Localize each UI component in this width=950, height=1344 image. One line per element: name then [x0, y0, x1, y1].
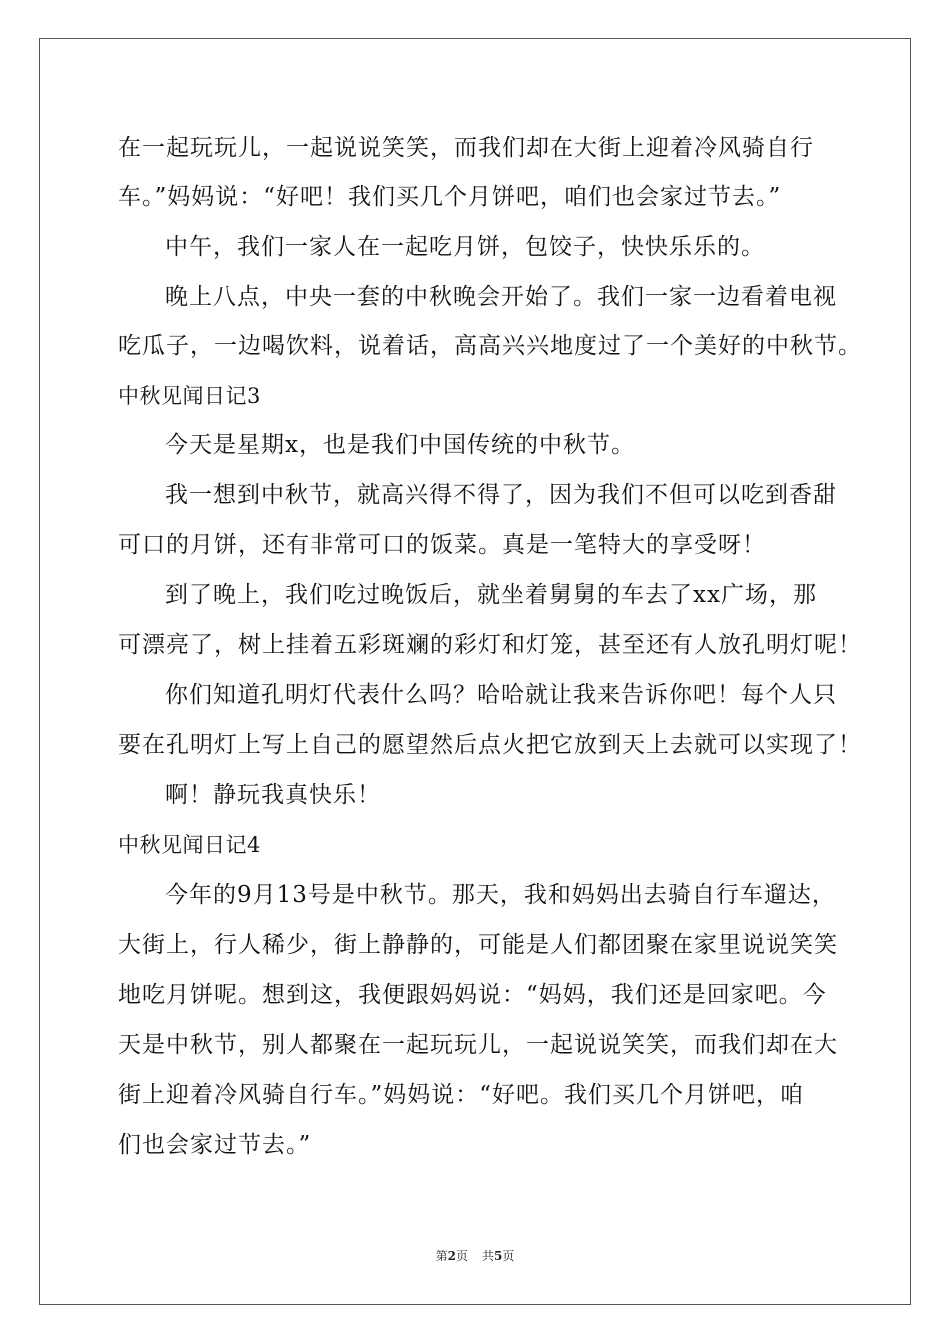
text-line: 可漂亮了，树上挂着五彩斑斓的彩灯和灯笼，甚至还有人放孔明灯呢！: [118, 632, 862, 658]
text-line: 大街上，行人稀少，街上静静的，可能是人们都团聚在家里说说笑笑: [118, 932, 838, 958]
text-line: 车。”妈妈说：“好吧！我们买几个月饼吧，咱们也会家过节去。”: [118, 184, 782, 210]
page-suffix: 页: [455, 1249, 468, 1263]
section-heading: 中秋见闻日记4: [118, 833, 261, 857]
text-line: 今天是星期x，也是我们中国传统的中秋节。: [165, 432, 635, 458]
total-prefix: 共: [482, 1249, 495, 1263]
text-line: 在一起玩玩儿，一起说说笑笑，而我们却在大街上迎着冷风骑自行: [118, 135, 814, 161]
section-heading: 中秋见闻日记3: [118, 384, 261, 408]
total-suffix: 页: [502, 1249, 515, 1263]
text-line: 中午，我们一家人在一起吃月饼，包饺子，快快乐乐的。: [165, 234, 765, 260]
page-footer: [0, 1248, 950, 1264]
text-line: 今年的9月13号是中秋节。那天，我和妈妈出去骑自行车遛达，: [165, 882, 836, 908]
text-line: 可口的月饼，还有非常可口的饭菜。真是一笔特大的享受呀！: [118, 532, 766, 558]
text-line: 你们知道孔明灯代表什么吗？哈哈就让我来告诉你吧！每个人只: [165, 682, 837, 708]
text-line: 晚上八点，中央一套的中秋晚会开始了。我们一家一边看着电视: [165, 284, 837, 310]
text-line: 们也会家过节去。”: [118, 1132, 312, 1158]
text-line: 啊！静玩我真快乐！: [165, 782, 381, 808]
page-prefix: 第: [435, 1249, 448, 1263]
text-line: 地吃月饼呢。想到这，我便跟妈妈说：“妈妈，我们还是回家吧。今: [118, 982, 827, 1008]
text-line: 到了晚上，我们吃过晚饭后，就坐着舅舅的车去了xx广场，那: [165, 582, 817, 608]
text-line: 街上迎着冷风骑自行车。”妈妈说：“好吧。我们买几个月饼吧，咱: [118, 1082, 805, 1108]
text-line: 要在孔明灯上写上自己的愿望然后点火把它放到天上去就可以实现了！: [118, 732, 862, 758]
text-line: 天是中秋节，别人都聚在一起玩玩儿，一起说说笑笑，而我们却在大: [118, 1032, 838, 1058]
total-page-number: 5: [494, 1249, 503, 1263]
text-line: 吃瓜子，一边喝饮料，说着话，高高兴兴地度过了一个美好的中秋节。: [118, 333, 862, 359]
current-page-number: 2: [447, 1249, 456, 1263]
text-line: 我一想到中秋节，就高兴得不得了，因为我们不但可以吃到香甜: [165, 482, 837, 508]
page-border: [39, 38, 911, 1305]
